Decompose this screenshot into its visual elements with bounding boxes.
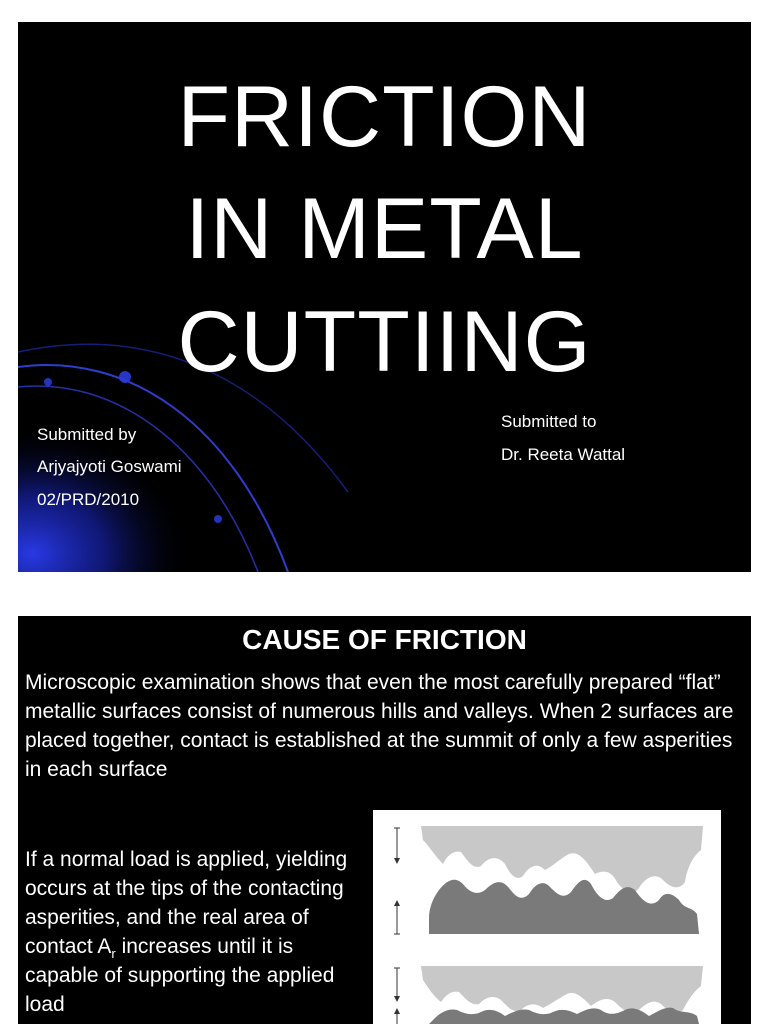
- author-name: Arjyajyoti Goswami: [37, 457, 182, 476]
- guide-name: Dr. Reeta Wattal: [501, 445, 626, 464]
- surface-contact-diagram: [373, 810, 721, 1024]
- title-slide: [18, 22, 751, 572]
- slide-heading: CAUSE OF FRICTION: [242, 624, 527, 655]
- lower-surface-bottom: [429, 1008, 699, 1024]
- subscript-r: r: [111, 946, 116, 962]
- lower-surface-top: [429, 880, 699, 934]
- submitted-to-label: Submitted to: [501, 412, 597, 431]
- upper-surface-top: [421, 826, 703, 893]
- paragraph-text-before: If a normal load is applied, yielding occurs at the tips of the contacting asperities, and the real area of contact A: [25, 848, 348, 958]
- slide-title-line-1: FRICTION: [177, 69, 592, 165]
- paragraph-asperities: Microscopic examination shows that even the most carefully prepared “flat” metallic surfaces consist of numerous hills and valleys. When 2 surfaces are placed together, contact is established at the summit of only a few asperities in each surface: [25, 671, 734, 781]
- paragraph-normal-load: [25, 845, 365, 1019]
- roll-number: 02/PRD/2010: [37, 490, 140, 509]
- paragraph-text-after: increases until it is capable of supporting the applied load: [25, 935, 335, 1016]
- asperity-contact-illustration: [373, 810, 721, 1024]
- content-slide: [18, 616, 751, 1024]
- slide-title-line-3: CUTTIING: [177, 294, 592, 390]
- submitted-by-label: Submitted by: [37, 425, 137, 444]
- upper-surface-bottom: [421, 966, 703, 1013]
- slide-title-line-2: IN METAL: [185, 181, 584, 277]
